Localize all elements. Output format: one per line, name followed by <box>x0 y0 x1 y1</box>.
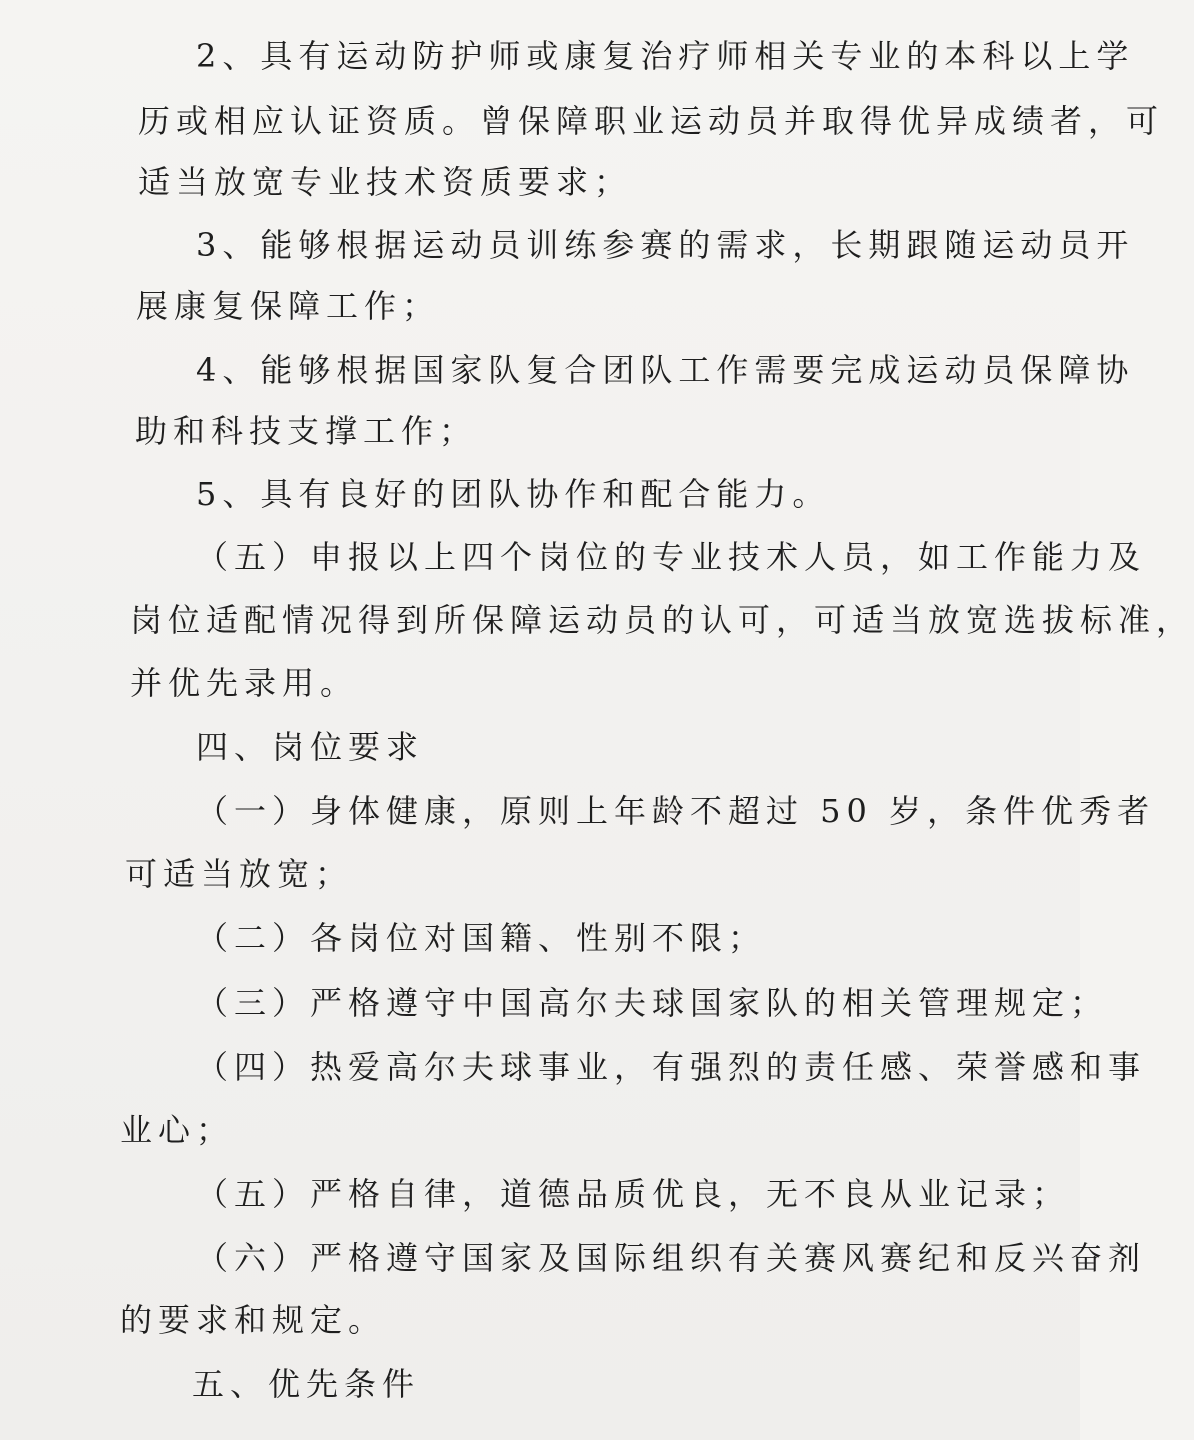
text-line: 业心； <box>120 1111 235 1149</box>
text-line: （五）申报以上四个岗位的专业技术人员，如工作能力及 <box>196 538 1147 576</box>
section-heading: 四、岗位要求 <box>196 728 425 766</box>
text-line: （五）严格自律，道德品质优良，无不良从业记录； <box>196 1175 1071 1213</box>
text-line: （一）身体健康，原则上年龄不超过 50 岁，条件优秀者 <box>196 792 1156 830</box>
text-line: （二）各岗位对国籍、性别不限； <box>196 919 767 957</box>
text-line: （四）热爱高尔夫球事业，有强烈的责任感、荣誉感和事 <box>196 1048 1147 1086</box>
text-line: （六）严格遵守国家及国际组织有关赛风赛纪和反兴奋剂 <box>196 1239 1147 1277</box>
text-line: 的要求和规定。 <box>120 1301 387 1339</box>
text-line: 2、具有运动防护师或康复治疗师相关专业的本科以上学 <box>196 37 1135 75</box>
text-line: （三）严格遵守中国高尔夫球国家队的相关管理规定； <box>196 984 1109 1022</box>
text-line: 助和科技支撑工作； <box>135 412 478 450</box>
text-line: 5、具有良好的团队协作和配合能力。 <box>196 475 831 513</box>
text-line: 并优先录用。 <box>130 664 359 702</box>
section-heading: 五、优先条件 <box>192 1365 421 1403</box>
text-line: 岗位适配情况得到所保障运动员的认可，可适当放宽选拔标准， <box>130 601 1194 639</box>
text-line: 3、能够根据运动员训练参赛的需求，长期跟随运动员开 <box>196 226 1135 264</box>
text-line: 4、能够根据国家队复合团队工作需要完成运动员保障协 <box>196 351 1135 389</box>
text-line: 适当放宽专业技术资质要求； <box>138 163 633 201</box>
text-line: 展康复保障工作； <box>136 287 441 325</box>
text-line: 可适当放宽； <box>125 855 354 893</box>
text-line: 历或相应认证资质。曾保障职业运动员并取得优异成绩者，可 <box>138 102 1165 140</box>
